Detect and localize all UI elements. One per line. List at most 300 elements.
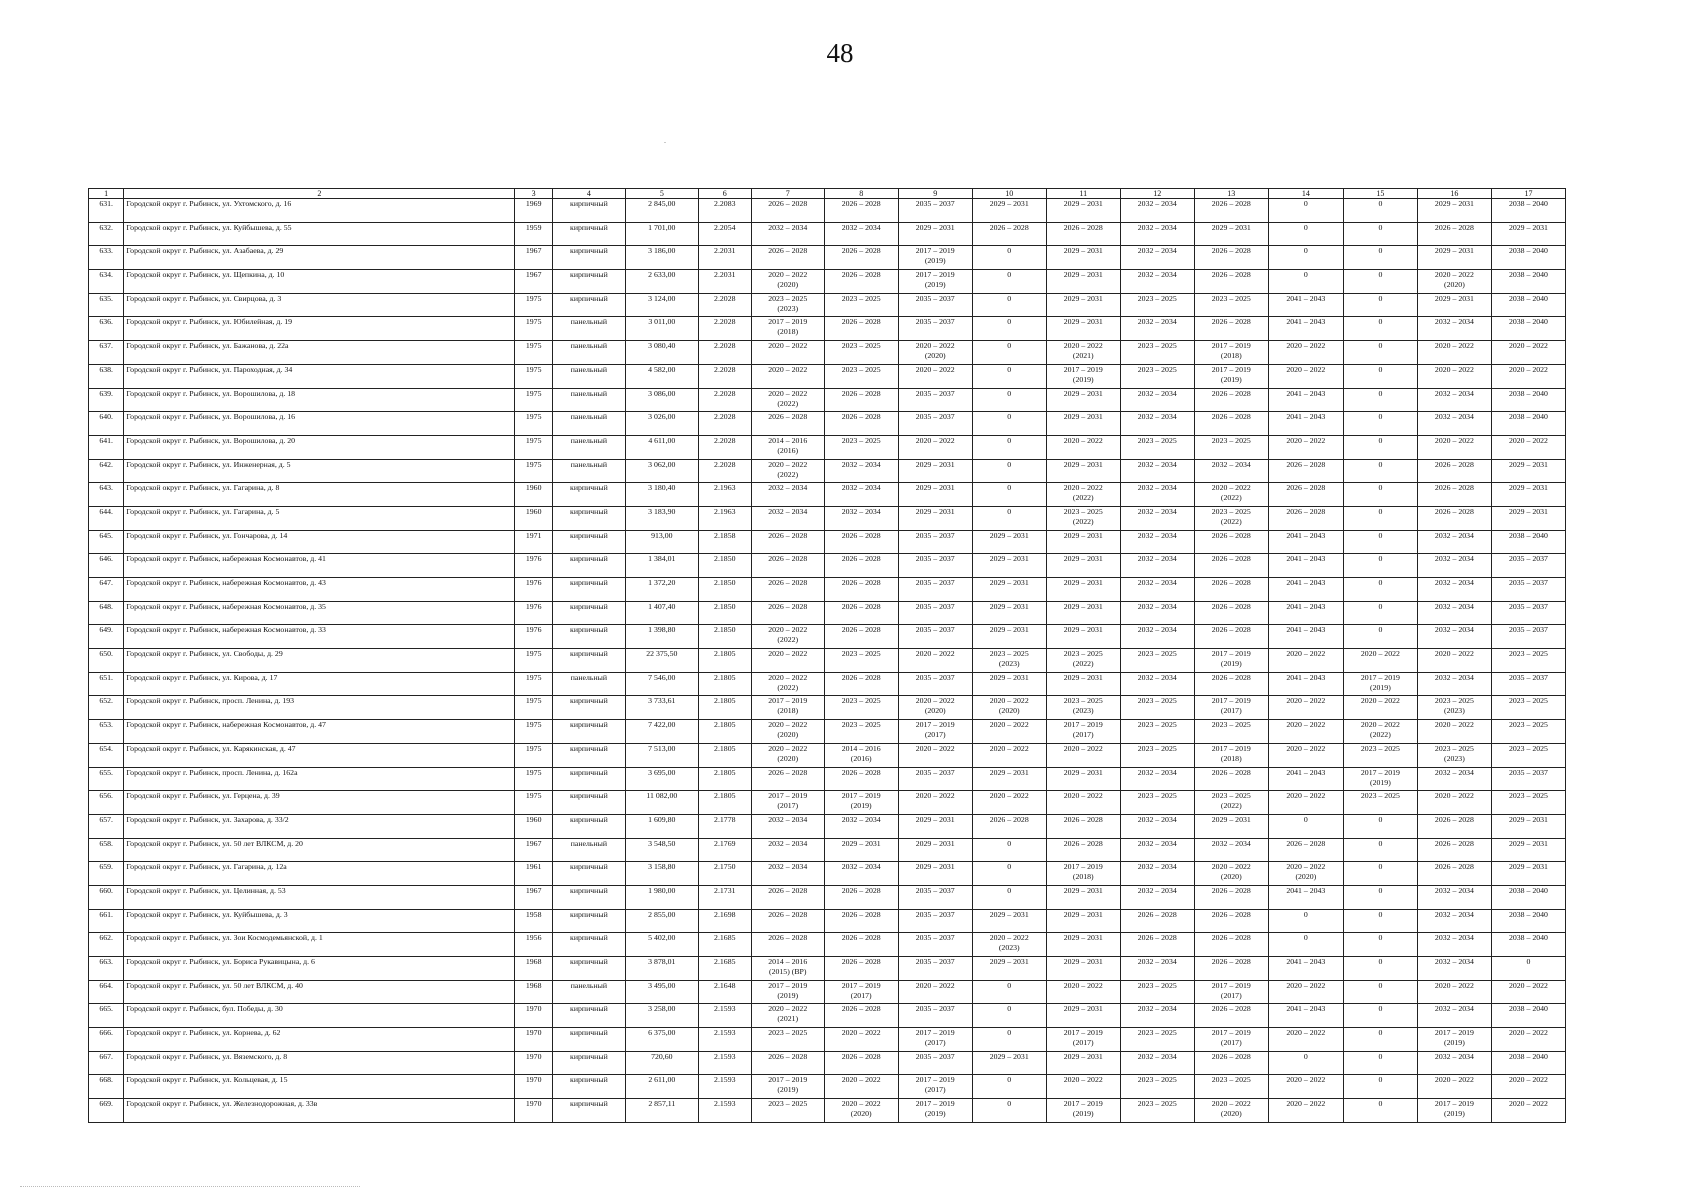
period-range: 2026 – 2028 xyxy=(1211,578,1251,587)
period-range: 0 xyxy=(1007,885,1012,895)
period-cell-9 xyxy=(898,317,972,341)
period-range: 2041 – 2043 xyxy=(1286,1004,1326,1014)
wall-material-cell: кирпичный xyxy=(552,222,625,246)
period-cell-10 xyxy=(972,909,1046,933)
period-cell-13 xyxy=(1194,743,1268,767)
period-range: 2023 – 2025 xyxy=(1360,791,1400,801)
period-cell-11 xyxy=(1046,341,1120,365)
period-range: 2020 – 2022 xyxy=(1434,649,1474,659)
period-range: 2035 – 2037 xyxy=(915,412,955,422)
period-range: 2023 – 2025 xyxy=(1137,1028,1177,1038)
period-range: 2020 – 2022 xyxy=(1360,696,1400,706)
period-actual-year: (2019) xyxy=(777,990,799,1000)
period-cell-17 xyxy=(1491,885,1565,909)
period-actual-year: (2022) xyxy=(777,469,799,479)
period-cell-14 xyxy=(1268,933,1343,957)
period-cell-7 xyxy=(751,933,824,957)
period-range: 2020 – 2022 xyxy=(1286,1028,1326,1038)
build-year-cell: 1967 xyxy=(515,885,553,909)
period-range: 2029 – 2031 xyxy=(1063,293,1103,303)
period-cell-15 xyxy=(1343,933,1417,957)
period-cell-9 xyxy=(898,862,972,886)
build-year-cell: 1976 xyxy=(515,578,553,602)
period-cell-15 xyxy=(1343,957,1417,981)
period-cell-15 xyxy=(1343,388,1417,412)
wall-material-cell: панельный xyxy=(552,980,625,1004)
period-cell-8 xyxy=(824,672,898,696)
period-range: 2020 – 2022 xyxy=(768,743,808,753)
period-cell-15 xyxy=(1343,1028,1417,1052)
period-range: 2029 – 2031 xyxy=(915,506,955,516)
period-cell-11 xyxy=(1046,696,1120,720)
period-range: 2020 – 2022 xyxy=(1508,435,1548,445)
period-range: 0 xyxy=(1303,246,1308,256)
period-range: 2023 – 2025 xyxy=(1137,791,1177,801)
period-range: 2020 – 2022 xyxy=(915,980,955,990)
period-range: 2029 – 2031 xyxy=(1211,814,1251,824)
table-row xyxy=(89,1051,1566,1075)
period-cell-12 xyxy=(1120,720,1194,744)
column-number-row xyxy=(89,189,1566,199)
period-range: 0 xyxy=(1378,1075,1383,1085)
table-row xyxy=(89,814,1566,838)
period-range: 2038 – 2040 xyxy=(1508,317,1548,327)
period-cell-10 xyxy=(972,506,1046,530)
period-range: 2026 – 2028 xyxy=(768,412,808,422)
period-cell-15 xyxy=(1343,578,1417,602)
total-area-cell: 2 845,00 xyxy=(625,199,698,223)
period-cell-16 xyxy=(1417,743,1491,767)
period-cell-17 xyxy=(1491,412,1565,436)
address-cell: Городской округ г. Рыбинск, ул. Юбилейная, д. 19 xyxy=(124,317,515,341)
period-cell-12 xyxy=(1120,743,1194,767)
total-area-cell: 1 701,00 xyxy=(625,222,698,246)
wall-material-cell: кирпичный xyxy=(552,791,625,815)
period-range: 2020 – 2022 xyxy=(1434,791,1474,801)
period-range: 2035 – 2037 xyxy=(915,885,955,895)
period-range: 2023 – 2025 xyxy=(1360,743,1400,753)
period-range: 2026 – 2028 xyxy=(841,672,881,682)
period-cell-12 xyxy=(1120,554,1194,578)
period-cell-9 xyxy=(898,222,972,246)
period-cell-10 xyxy=(972,388,1046,412)
period-range: 2032 – 2034 xyxy=(1137,767,1177,777)
period-range: 2032 – 2034 xyxy=(841,862,881,872)
build-year-cell: 1970 xyxy=(515,1004,553,1028)
coefficient-cell: 2.1963 xyxy=(698,506,751,530)
period-range: 0 xyxy=(1007,293,1012,303)
period-actual-year: (2022) xyxy=(1370,730,1391,740)
period-cell-13 xyxy=(1194,506,1268,530)
coefficient-cell: 2.1850 xyxy=(698,625,751,649)
total-area-cell: 22 375,50 xyxy=(625,649,698,673)
period-cell-13 xyxy=(1194,483,1268,507)
scan-mark: . xyxy=(664,136,666,145)
period-cell-12 xyxy=(1120,412,1194,436)
period-cell-8 xyxy=(824,317,898,341)
period-cell-13 xyxy=(1194,554,1268,578)
period-cell-13 xyxy=(1194,199,1268,223)
period-range: 2020 – 2022 xyxy=(1063,435,1103,445)
period-cell-11 xyxy=(1046,601,1120,625)
period-cell-15 xyxy=(1343,483,1417,507)
period-range: 2041 – 2043 xyxy=(1286,672,1326,682)
table-row xyxy=(89,578,1566,602)
period-range: 2017 – 2019 xyxy=(1211,341,1251,351)
period-cell-17 xyxy=(1491,364,1565,388)
period-cell-7 xyxy=(751,293,824,317)
period-cell-14 xyxy=(1268,696,1343,720)
period-cell-16 xyxy=(1417,1028,1491,1052)
period-cell-16 xyxy=(1417,388,1491,412)
period-actual-year: (2018) xyxy=(1072,872,1094,882)
period-range: 0 xyxy=(1378,506,1383,516)
period-range: 2026 – 2028 xyxy=(1211,554,1251,564)
period-cell-14 xyxy=(1268,601,1343,625)
period-cell-11 xyxy=(1046,578,1120,602)
total-area-cell: 1 407,40 xyxy=(625,601,698,625)
period-range: 0 xyxy=(1378,317,1383,327)
period-range: 2029 – 2031 xyxy=(1063,885,1103,895)
period-range: 2029 – 2031 xyxy=(1063,412,1103,422)
period-range: 2041 – 2043 xyxy=(1286,767,1326,777)
period-cell-9 xyxy=(898,696,972,720)
address-cell: Городской округ г. Рыбинск, ул. Ворошилова, д. 16 xyxy=(124,412,515,436)
period-range: 2029 – 2031 xyxy=(1063,530,1103,540)
column-header-8: 8 xyxy=(824,189,898,199)
wall-material-cell: кирпичный xyxy=(552,199,625,223)
period-actual-year: (2019) xyxy=(850,801,872,811)
period-range: 2026 – 2028 xyxy=(841,601,881,611)
total-area-cell: 3 186,00 xyxy=(625,246,698,270)
period-actual-year: (2017) xyxy=(1072,1038,1094,1048)
period-cell-12 xyxy=(1120,933,1194,957)
total-area-cell: 3 086,00 xyxy=(625,388,698,412)
table-row xyxy=(89,293,1566,317)
coefficient-cell: 2.2028 xyxy=(698,412,751,436)
period-actual-year: (2018) xyxy=(1220,753,1242,763)
period-range: 2029 – 2031 xyxy=(915,483,955,493)
period-cell-17 xyxy=(1491,814,1565,838)
total-area-cell: 1 398,80 xyxy=(625,625,698,649)
period-cell-15 xyxy=(1343,554,1417,578)
table-row xyxy=(89,1099,1566,1123)
period-range: 2017 – 2019 xyxy=(1063,862,1103,872)
period-cell-14 xyxy=(1268,530,1343,554)
period-actual-year: (2022) xyxy=(1220,801,1242,811)
period-cell-9 xyxy=(898,672,972,696)
period-range: 2026 – 2028 xyxy=(768,530,808,540)
period-range: 2041 – 2043 xyxy=(1286,317,1326,327)
period-range: 0 xyxy=(1007,317,1012,327)
period-cell-17 xyxy=(1491,1028,1565,1052)
build-year-cell: 1975 xyxy=(515,412,553,436)
column-header-5: 5 xyxy=(625,189,698,199)
row-number-cell: 655. xyxy=(89,767,124,791)
period-cell-9 xyxy=(898,435,972,459)
period-cell-13 xyxy=(1194,649,1268,673)
period-range: 2029 – 2031 xyxy=(1508,483,1548,493)
period-cell-14 xyxy=(1268,1004,1343,1028)
period-cell-7 xyxy=(751,435,824,459)
row-number-cell: 647. xyxy=(89,578,124,602)
period-range: 2035 – 2037 xyxy=(915,317,955,327)
period-cell-10 xyxy=(972,483,1046,507)
build-year-cell: 1959 xyxy=(515,222,553,246)
period-range: 2032 – 2034 xyxy=(841,506,881,516)
period-range: 2032 – 2034 xyxy=(841,814,881,824)
wall-material-cell: кирпичный xyxy=(552,909,625,933)
period-range: 0 xyxy=(1378,364,1383,374)
address-cell: Городской округ г. Рыбинск, ул. Гагарина, д. 5 xyxy=(124,506,515,530)
period-range: 2029 – 2031 xyxy=(915,814,955,824)
period-range: 0 xyxy=(1303,814,1308,824)
address-cell: Городской округ г. Рыбинск, ул. Куйбышева, д. 55 xyxy=(124,222,515,246)
address-cell: Городской округ г. Рыбинск, ул. Карякинская, д. 47 xyxy=(124,743,515,767)
period-cell-15 xyxy=(1343,601,1417,625)
address-cell: Городской округ г. Рыбинск, просп. Ленина, д. 162а xyxy=(124,767,515,791)
period-cell-15 xyxy=(1343,649,1417,673)
address-cell: Городской округ г. Рыбинск, ул. Бориса Рукавицына, д. 6 xyxy=(124,957,515,981)
period-cell-17 xyxy=(1491,246,1565,270)
row-number-cell: 635. xyxy=(89,293,124,317)
table-row xyxy=(89,625,1566,649)
period-range: 2020 – 2022 xyxy=(989,791,1029,801)
period-cell-17 xyxy=(1491,530,1565,554)
period-range: 0 xyxy=(1007,862,1012,872)
period-cell-17 xyxy=(1491,388,1565,412)
table-row xyxy=(89,957,1566,981)
period-range: 2029 – 2031 xyxy=(1063,1051,1103,1061)
period-cell-8 xyxy=(824,957,898,981)
period-range: 2038 – 2040 xyxy=(1508,388,1548,398)
period-cell-13 xyxy=(1194,388,1268,412)
table-row xyxy=(89,909,1566,933)
address-cell: Городской округ г. Рыбинск, ул. Гагарина, д. 12а xyxy=(124,862,515,886)
row-number-cell: 637. xyxy=(89,341,124,365)
period-cell-8 xyxy=(824,696,898,720)
period-cell-12 xyxy=(1120,625,1194,649)
period-actual-year: (2019) xyxy=(1370,682,1391,692)
period-cell-10 xyxy=(972,578,1046,602)
period-cell-14 xyxy=(1268,388,1343,412)
period-range: 0 xyxy=(1007,506,1012,516)
period-range: 2020 – 2022 xyxy=(1434,341,1474,351)
build-year-cell: 1960 xyxy=(515,483,553,507)
period-range: 2017 – 2019 xyxy=(1063,1099,1103,1109)
period-actual-year: (2019) xyxy=(777,1085,799,1095)
period-cell-16 xyxy=(1417,814,1491,838)
total-area-cell: 720,60 xyxy=(625,1051,698,1075)
coefficient-cell: 2.2028 xyxy=(698,364,751,388)
period-range: 2026 – 2028 xyxy=(768,767,808,777)
period-cell-10 xyxy=(972,601,1046,625)
period-range: 2029 – 2031 xyxy=(989,957,1029,966)
coefficient-cell: 2.1778 xyxy=(698,814,751,838)
period-cell-16 xyxy=(1417,909,1491,933)
period-cell-17 xyxy=(1491,862,1565,886)
period-cell-10 xyxy=(972,222,1046,246)
period-range: 2038 – 2040 xyxy=(1508,885,1548,895)
period-range: 2026 – 2028 xyxy=(1434,483,1474,493)
period-cell-15 xyxy=(1343,1099,1417,1123)
period-cell-17 xyxy=(1491,649,1565,673)
period-range: 2026 – 2028 xyxy=(1211,625,1251,635)
period-cell-17 xyxy=(1491,554,1565,578)
period-range: 2020 – 2022 xyxy=(1434,980,1474,990)
build-year-cell: 1971 xyxy=(515,530,553,554)
period-actual-year: (2017) xyxy=(1220,1038,1242,1048)
period-cell-10 xyxy=(972,649,1046,673)
build-year-cell: 1958 xyxy=(515,909,553,933)
period-cell-9 xyxy=(898,199,972,223)
build-year-cell: 1975 xyxy=(515,435,553,459)
period-actual-year: (2020) xyxy=(1220,1109,1242,1119)
period-range: 0 xyxy=(1378,435,1383,445)
period-range: 2029 – 2031 xyxy=(989,578,1029,587)
period-range: 2029 – 2031 xyxy=(1434,293,1474,303)
period-actual-year: (2023) xyxy=(998,659,1020,669)
wall-material-cell: панельный xyxy=(552,412,625,436)
period-range: 2032 – 2034 xyxy=(768,814,808,824)
period-range: 2020 – 2022 xyxy=(1434,435,1474,445)
period-cell-9 xyxy=(898,909,972,933)
period-range: 0 xyxy=(1378,885,1383,895)
total-area-cell: 3 183,90 xyxy=(625,506,698,530)
period-range: 2023 – 2025 xyxy=(1137,293,1177,303)
period-cell-16 xyxy=(1417,862,1491,886)
period-range: 2020 – 2022 xyxy=(1286,980,1326,990)
period-range: 2041 – 2043 xyxy=(1286,625,1326,635)
period-cell-13 xyxy=(1194,696,1268,720)
period-cell-7 xyxy=(751,554,824,578)
period-cell-13 xyxy=(1194,412,1268,436)
period-cell-7 xyxy=(751,246,824,270)
period-range: 2026 – 2028 xyxy=(1211,388,1251,398)
period-range: 2029 – 2031 xyxy=(1211,222,1251,232)
period-cell-11 xyxy=(1046,838,1120,862)
period-cell-16 xyxy=(1417,980,1491,1004)
period-cell-9 xyxy=(898,791,972,815)
period-cell-14 xyxy=(1268,293,1343,317)
period-cell-12 xyxy=(1120,293,1194,317)
address-cell: Городской округ г. Рыбинск, ул. Азабаева, д. 29 xyxy=(124,246,515,270)
period-cell-9 xyxy=(898,1051,972,1075)
period-range: 2020 – 2022 xyxy=(1286,1075,1326,1085)
period-range: 2020 – 2022 xyxy=(989,933,1029,943)
total-area-cell: 913,00 xyxy=(625,530,698,554)
period-actual-year: (2019) xyxy=(1370,777,1391,787)
period-actual-year: (2017) xyxy=(1072,730,1094,740)
wall-material-cell: кирпичный xyxy=(552,293,625,317)
period-range: 2020 – 2022 xyxy=(768,649,808,659)
period-cell-9 xyxy=(898,933,972,957)
period-range: 0 xyxy=(1007,364,1012,374)
wall-material-cell: кирпичный xyxy=(552,578,625,602)
wall-material-cell: кирпичный xyxy=(552,814,625,838)
address-cell: Городской округ г. Рыбинск, ул. Целинная, д. 53 xyxy=(124,885,515,909)
build-year-cell: 1967 xyxy=(515,838,553,862)
period-cell-14 xyxy=(1268,957,1343,981)
total-area-cell: 4 582,00 xyxy=(625,364,698,388)
period-range: 2026 – 2028 xyxy=(841,885,881,895)
period-cell-8 xyxy=(824,483,898,507)
period-range: 2038 – 2040 xyxy=(1508,933,1548,943)
period-range: 2026 – 2028 xyxy=(841,317,881,327)
period-cell-7 xyxy=(751,1099,824,1123)
period-range: 2023 – 2025 xyxy=(1137,696,1177,706)
table-row xyxy=(89,862,1566,886)
period-range: 2026 – 2028 xyxy=(841,625,881,635)
wall-material-cell: панельный xyxy=(552,838,625,862)
period-range: 2032 – 2034 xyxy=(1137,246,1177,256)
period-cell-9 xyxy=(898,601,972,625)
coefficient-cell: 2.1858 xyxy=(698,530,751,554)
period-cell-12 xyxy=(1120,388,1194,412)
period-range: 2023 – 2025 xyxy=(989,649,1029,659)
period-range: 2035 – 2037 xyxy=(1508,672,1548,682)
period-range: 2035 – 2037 xyxy=(915,388,955,398)
period-range: 2029 – 2031 xyxy=(1063,933,1103,943)
address-cell: Городской округ г. Рыбинск, ул. 50 лет ВЛКСМ, д. 20 xyxy=(124,838,515,862)
period-cell-17 xyxy=(1491,317,1565,341)
period-range: 2032 – 2034 xyxy=(768,506,808,516)
period-cell-11 xyxy=(1046,957,1120,981)
period-range: 2041 – 2043 xyxy=(1286,601,1326,611)
period-cell-13 xyxy=(1194,909,1268,933)
period-cell-8 xyxy=(824,791,898,815)
wall-material-cell: кирпичный xyxy=(552,720,625,744)
column-header-2: 2 xyxy=(124,189,515,199)
period-range: 2020 – 2022 xyxy=(768,364,808,374)
period-range: 2023 – 2025 xyxy=(1137,435,1177,445)
row-number-cell: 652. xyxy=(89,696,124,720)
period-cell-13 xyxy=(1194,720,1268,744)
address-cell: Городской округ г. Рыбинск, набережная Космонавтов, д. 47 xyxy=(124,720,515,744)
period-range: 2023 – 2025 xyxy=(841,364,881,374)
period-range: 2017 – 2019 xyxy=(1211,980,1251,990)
period-range: 2020 – 2022 xyxy=(1286,341,1326,351)
period-range: 2035 – 2037 xyxy=(1508,625,1548,635)
table-row xyxy=(89,767,1566,791)
column-header-13: 13 xyxy=(1194,189,1268,199)
period-cell-8 xyxy=(824,199,898,223)
period-cell-11 xyxy=(1046,388,1120,412)
wall-material-cell: кирпичный xyxy=(552,554,625,578)
period-range: 2029 – 2031 xyxy=(1508,814,1548,824)
period-cell-14 xyxy=(1268,364,1343,388)
period-range: 2020 – 2022 xyxy=(1211,483,1251,493)
table-row xyxy=(89,672,1566,696)
period-cell-15 xyxy=(1343,862,1417,886)
column-header-7: 7 xyxy=(751,189,824,199)
row-number-cell: 644. xyxy=(89,506,124,530)
period-range: 0 xyxy=(1378,862,1383,872)
period-cell-14 xyxy=(1268,743,1343,767)
scan-noise-line xyxy=(20,1186,360,1188)
coefficient-cell: 2.1850 xyxy=(698,554,751,578)
period-cell-17 xyxy=(1491,199,1565,223)
period-range: 0 xyxy=(1378,459,1383,469)
period-cell-16 xyxy=(1417,791,1491,815)
wall-material-cell: кирпичный xyxy=(552,885,625,909)
period-range: 2017 – 2019 xyxy=(768,1075,808,1085)
period-cell-8 xyxy=(824,388,898,412)
period-range: 0 xyxy=(1378,980,1383,990)
period-range: 0 xyxy=(1007,388,1012,398)
build-year-cell: 1975 xyxy=(515,696,553,720)
period-range: 2029 – 2031 xyxy=(1063,909,1103,919)
